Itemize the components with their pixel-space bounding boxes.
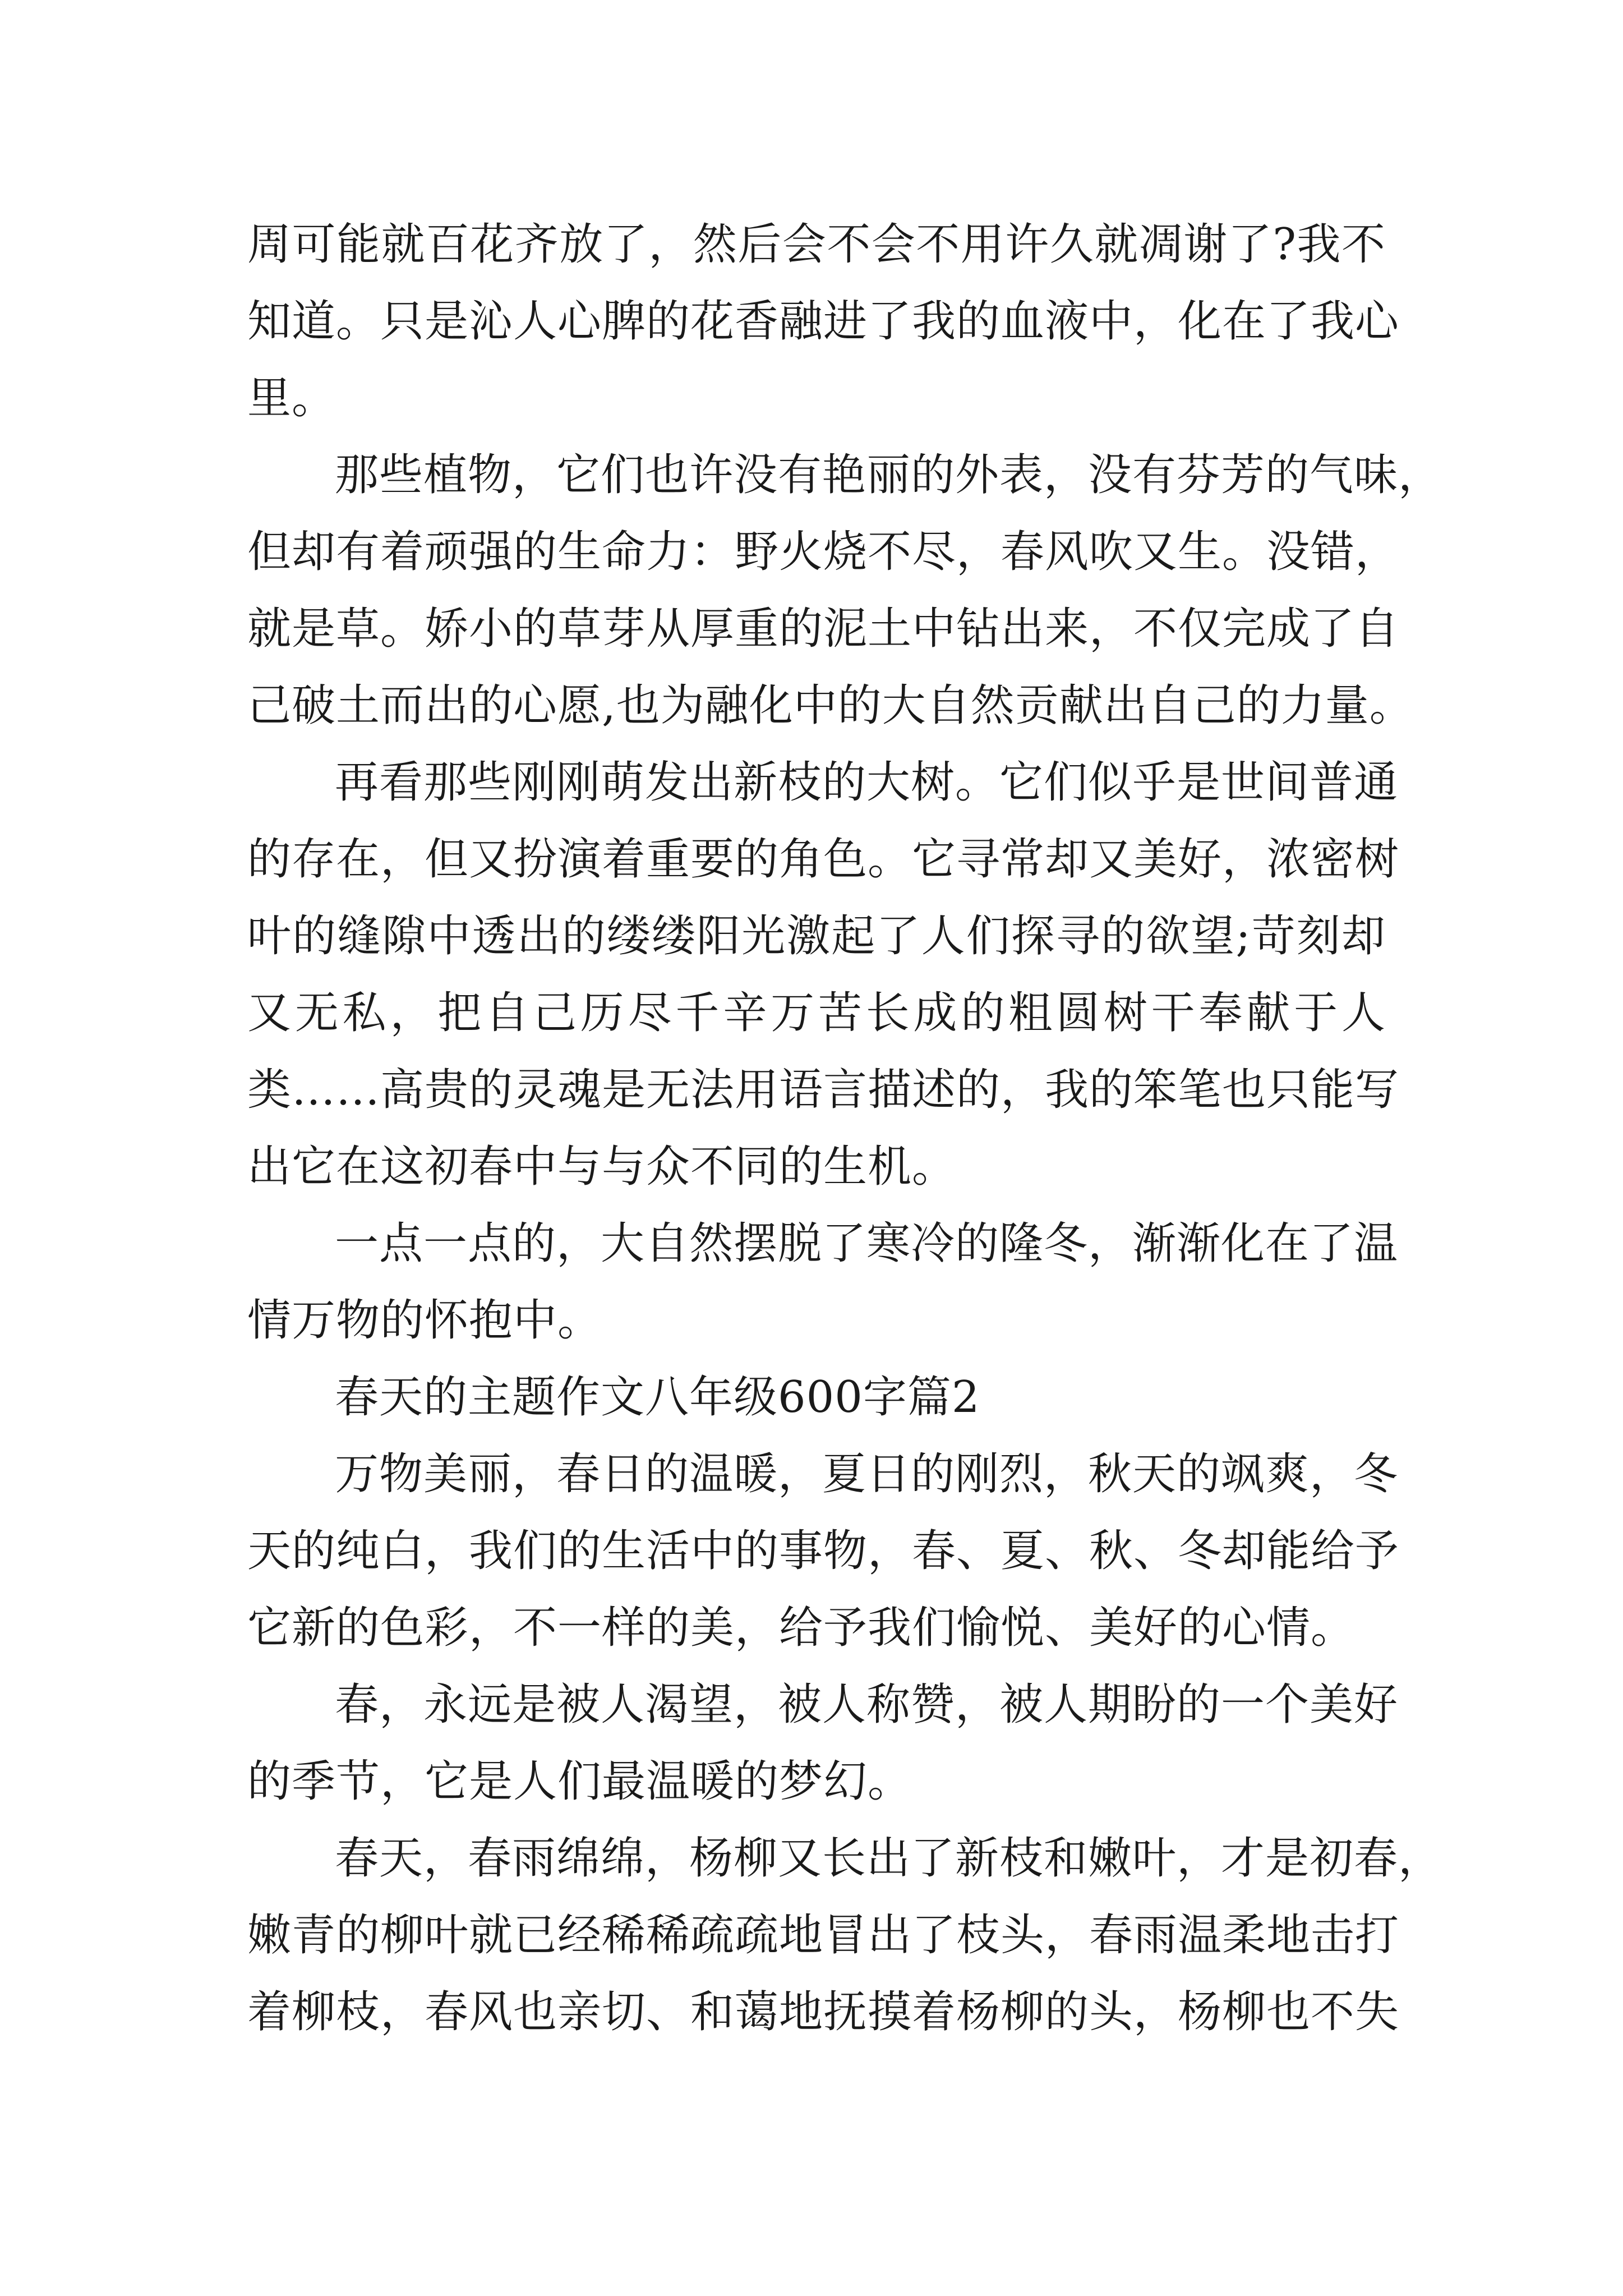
text-line: 又无私，把自己历尽千辛万苦长成的粗圆树干奉献于人 — [247, 988, 1386, 1038]
text-line: 周可能就百花齐放了，然后会不会不用许久就凋谢了?我不 — [247, 219, 1386, 270]
paragraph-2 — [247, 437, 1443, 744]
text-line: 一点一点的，大自然摆脱了寒冷的隆冬，渐渐化在了温 — [335, 1218, 1399, 1269]
paragraph-3 — [247, 744, 1400, 1205]
text-line: 着柳枝，春风也亲切、和蔼地抚摸着杨柳的头，杨柳也不失 — [247, 1987, 1400, 2037]
section-heading-block — [247, 1359, 1386, 1436]
text-line: 它新的色彩，不一样的美，给予我们愉悦、美好的心情。 — [247, 1603, 1355, 1653]
text-line: 知道。只是沁人心脾的花香融进了我的血液中，化在了我心 — [247, 296, 1400, 347]
paragraph-4 — [247, 1205, 1399, 1359]
text-line: 就是草。娇小的草芽从厚重的泥土中钻出来，不仅完成了自 — [247, 604, 1400, 654]
text-line: 春，永远是被人渴望，被人称赞，被人期盼的一个美好 — [335, 1680, 1399, 1730]
text-line: 情万物的怀抱中。 — [247, 1295, 602, 1346]
text-line: 己破土而出的心愿,也为融化中的大自然贡献出自己的力量。 — [247, 680, 1414, 731]
text-line: 那些植物，它们也许没有艳丽的外表，没有芬芳的气味， — [335, 450, 1443, 500]
text-line: 嫩青的柳叶就已经稀稀疏疏地冒出了枝头，春雨温柔地击打 — [247, 1910, 1400, 1961]
paragraph-5 — [247, 1436, 1400, 1667]
text-line: 的季节，它是人们最温暖的梦幻。 — [247, 1756, 912, 1807]
paragraph-6 — [247, 1667, 1399, 1820]
text-line: 但却有着顽强的生命力：野火烧不尽，春风吹又生。没错， — [247, 527, 1400, 577]
text-line: 出它在这初春中与与众不同的生机。 — [247, 1142, 957, 1192]
text-line: 天的纯白，我们的生活中的事物，春、夏、秋、冬却能给予 — [247, 1526, 1400, 1576]
document-body — [247, 206, 1443, 2051]
paragraph-7 — [247, 1820, 1443, 2051]
paragraph-1 — [247, 206, 1400, 437]
text-line: 春天，春雨绵绵，杨柳又长出了新枝和嫩叶，才是初春， — [335, 1833, 1443, 1884]
text-line: 再看那些刚刚萌发出新枝的大树。它们似乎是世间普通 — [335, 757, 1399, 808]
text-line: 类……高贵的灵魂是无法用语言描述的，我的笨笔也只能写 — [247, 1065, 1400, 1115]
text-line: 的存在，但又扮演着重要的角色。它寻常却又美好，浓密树 — [247, 834, 1400, 885]
text-line: 里。 — [247, 373, 336, 424]
text-line: 叶的缝隙中透出的缕缕阳光激起了人们探寻的欲望;苛刻却 — [247, 911, 1386, 961]
text-line: 万物美丽，春日的温暖，夏日的刚烈，秋天的飒爽，冬 — [335, 1449, 1399, 1499]
section-heading: 春天的主题作文八年级600字篇2 — [335, 1372, 980, 1423]
